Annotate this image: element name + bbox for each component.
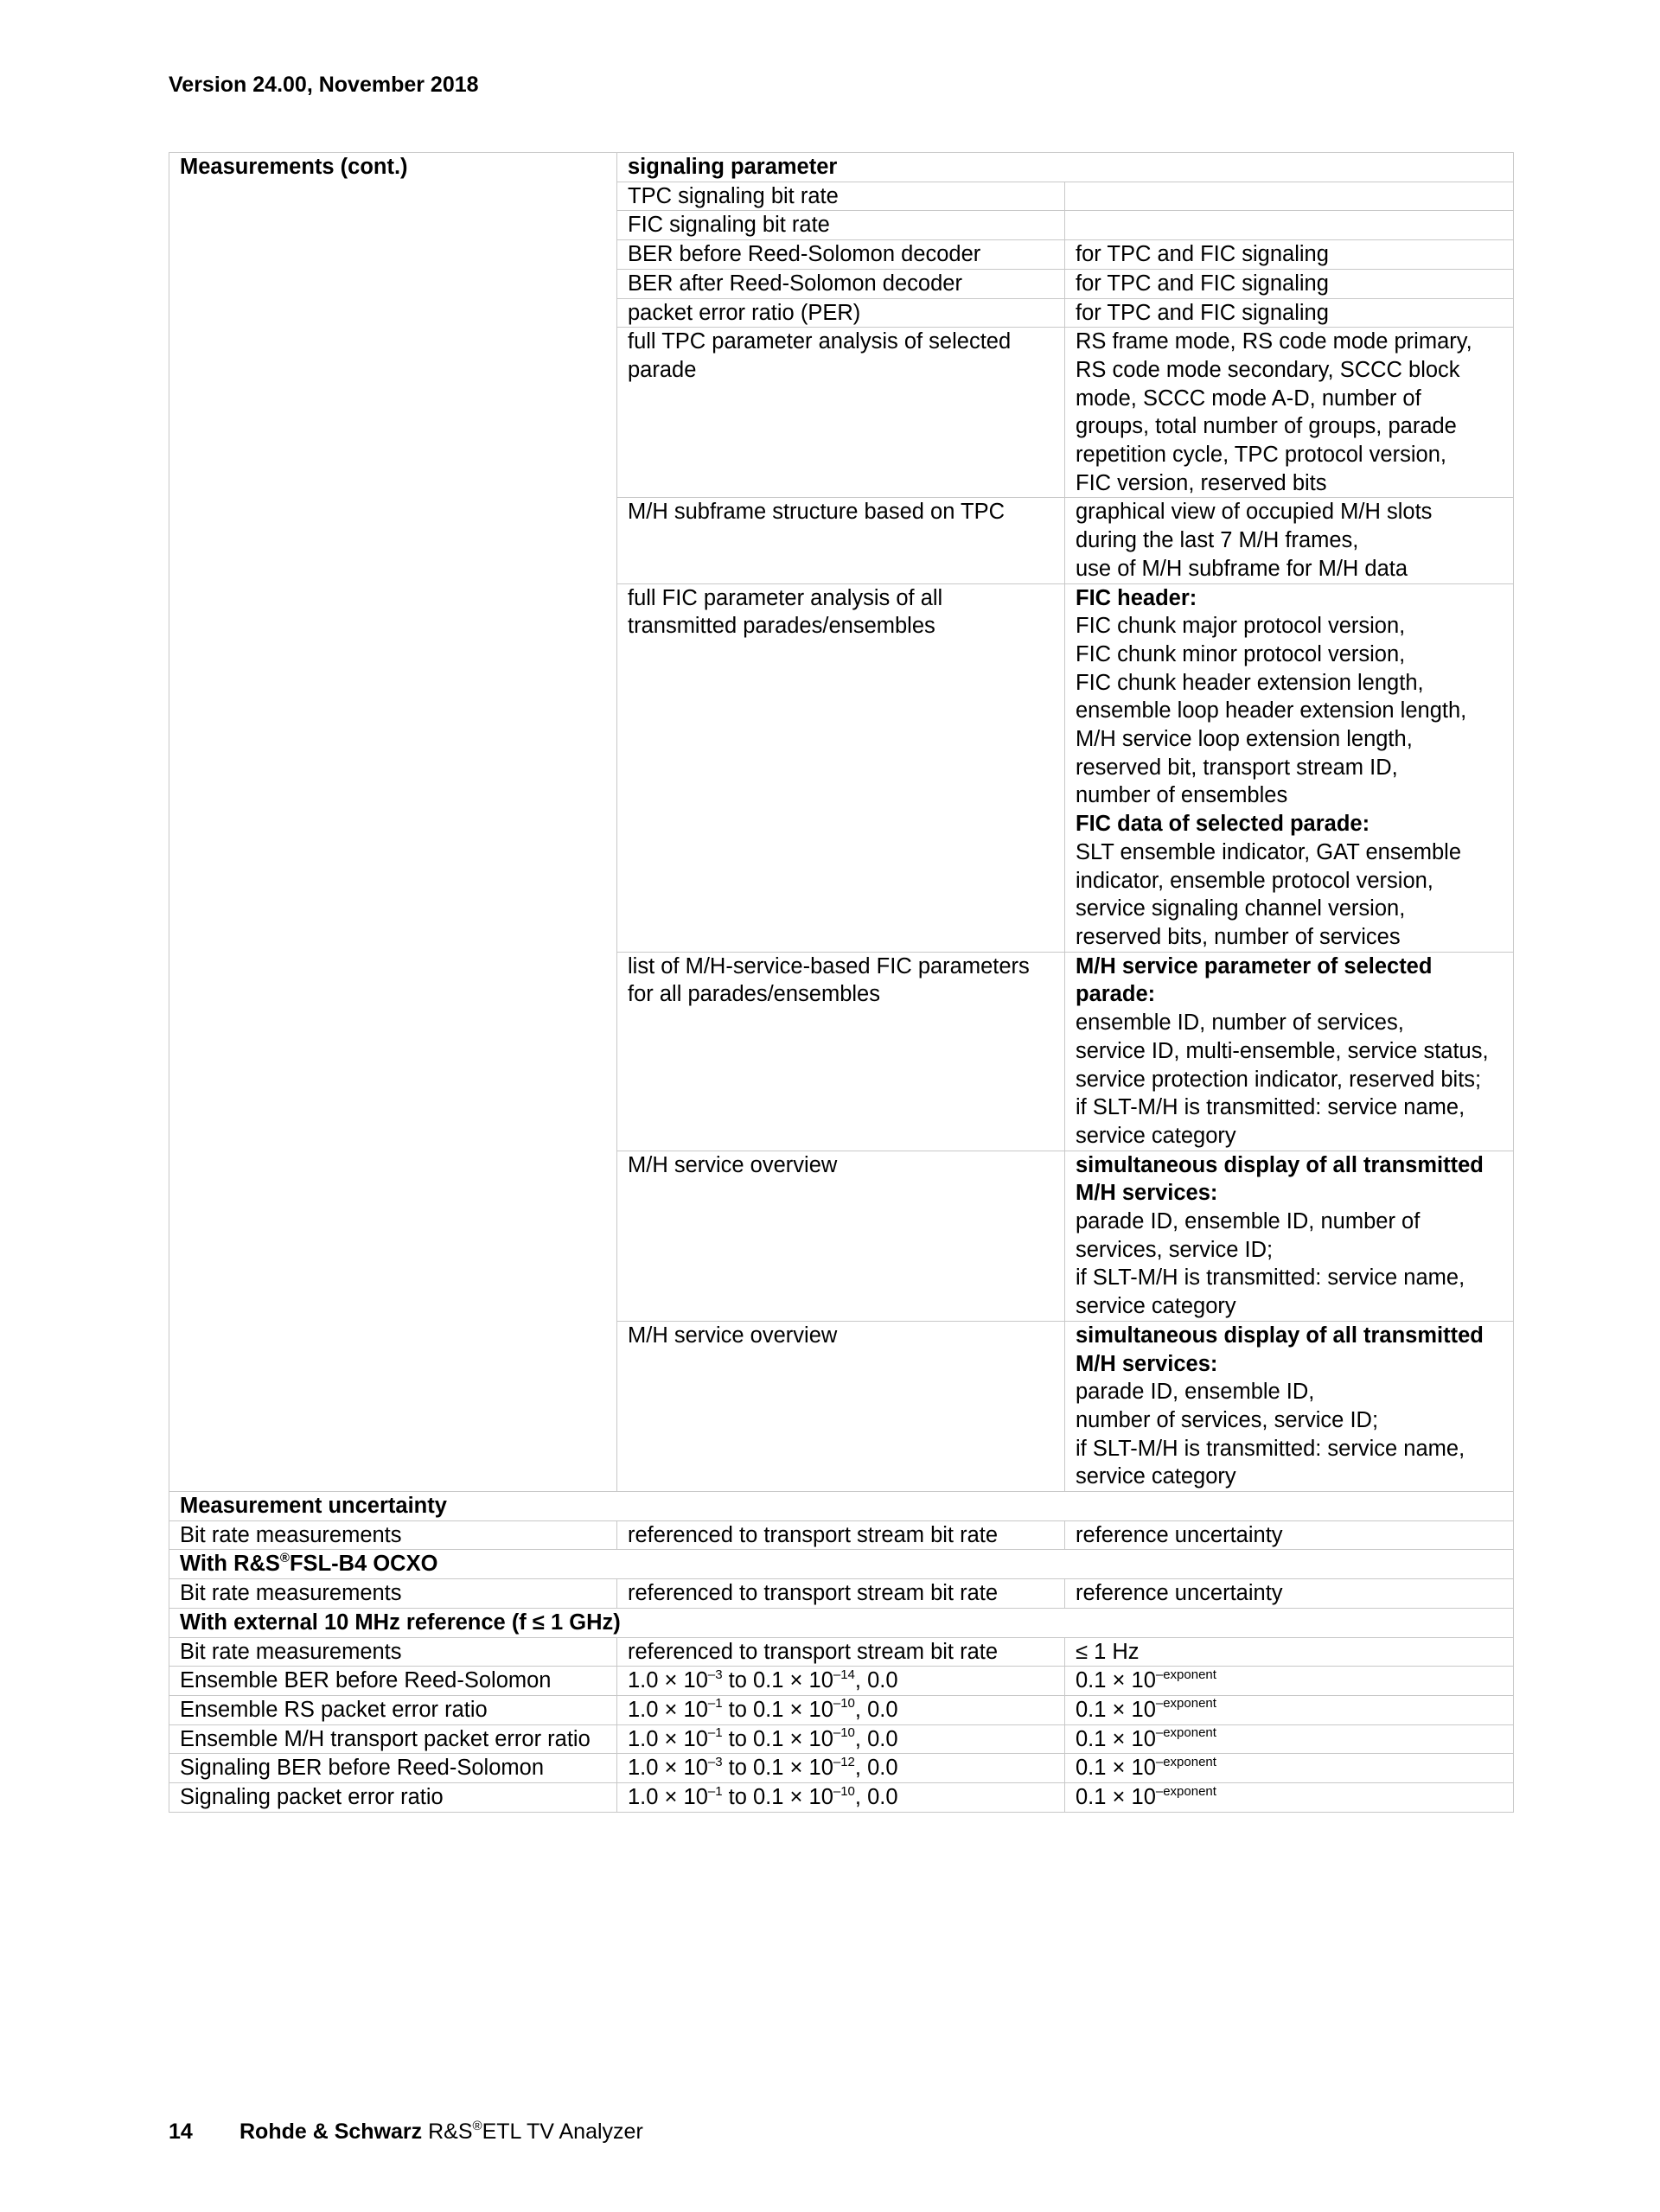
parameter-line: for all parades/ensembles [628,982,880,1007]
range-value: $1.0 \times 10^{-1}$ to $0.1 \times 10^{-10}$, 0.0 [617,1724,1065,1754]
spec-table-body [169,153,1514,1813]
parameter-cell [617,328,1065,498]
description-line: ensemble ID, number of services, [1076,1010,1404,1036]
description-line: use of M/H subframe for M/H data [1076,556,1408,581]
range-value: $1.0 \times 10^{-1}$ to $0.1 \times 10^{-10}$, 0.0 [617,1783,1065,1813]
uncertainty-row [169,1579,1514,1609]
group-heading: signaling parameter [617,153,1514,182]
description-line: during the last 7 M/H frames, [1076,528,1359,553]
parameter-cell [617,182,1065,211]
description-line: reserved bits, number of services [1076,924,1401,949]
description-line: if SLT-M/H is transmitted: service name, [1076,1436,1465,1461]
description-line: reserved bit, transport stream ID, [1076,755,1398,780]
uncertainty-value: reference uncertainty [1065,1579,1514,1609]
description-line: number of services, service ID; [1076,1407,1379,1432]
parameter-line: TPC signaling bit rate [628,183,839,208]
parameter-line: BER after Reed-Solomon decoder [628,271,962,296]
description-line: if SLT-M/H is transmitted: service name, [1076,1265,1465,1291]
description-cell [1065,211,1514,240]
parameter-line: transmitted parades/ensembles [628,614,935,639]
resolution-value: $0.1 \times 10^{-exponent}$ [1065,1667,1514,1696]
page-footer [169,2120,643,2145]
description-line: service category [1076,1464,1236,1489]
description-line: parade ID, ensemble ID, [1076,1380,1315,1405]
resolution-value: $0.1 \times 10^{-exponent}$ [1065,1754,1514,1783]
uncertainty-row [169,1520,1514,1550]
description-line: service protection indicator, reserved bits; [1076,1067,1482,1092]
description-line: parade ID, ensemble ID, number of [1076,1209,1421,1234]
resolution-value: $0.1 \times 10^{-exponent}$ [1065,1695,1514,1724]
parameter-cell [617,269,1065,298]
description-line: M/H service loop extension length, [1076,727,1413,752]
description-cell [1065,298,1514,328]
description-heading: M/H service parameter of selected [1076,953,1433,979]
parameter-line: BER before Reed-Solomon decoder [628,242,981,267]
description-cell [1065,952,1514,1151]
range-value: $1.0 \times 10^{-1}$ to $0.1 \times 10^{-10}$, 0.0 [617,1695,1065,1724]
description-cell [1065,182,1514,211]
description-line: service category [1076,1294,1236,1319]
description-heading: FIC header: [1076,585,1197,610]
description-line: service category [1076,1123,1236,1148]
description-line: groups, total number of groups, parade [1076,414,1457,439]
uncertainty-value: reference uncertainty [1065,1520,1514,1550]
description-line: FIC chunk major protocol version, [1076,614,1406,639]
measurements-heading-row [169,153,1514,182]
description-line: FIC chunk header extension length, [1076,670,1424,695]
description-line: mode, SCCC mode A-D, number of [1076,386,1421,411]
external-reference-heading-row [169,1608,1514,1637]
range-row [169,1783,1514,1813]
parameter-line: parade [628,357,697,382]
spec-table [169,152,1514,1813]
parameter-cell [617,952,1065,1151]
description-line: service signaling channel version, [1076,896,1406,921]
description-cell [1065,1321,1514,1491]
uncertainty-reference: referenced to transport stream bit rate [617,1520,1065,1550]
parameter-cell [617,240,1065,270]
resolution-value: $0.1 \times 10^{-exponent}$ [1065,1724,1514,1754]
description-line: repetition cycle, TPC protocol version, [1076,443,1446,468]
parameter-line: packet error ratio (PER) [628,300,861,325]
company-name: Rohde & Schwarz [239,2120,423,2144]
parameter-cell [617,1151,1065,1321]
uncertainty-reference: referenced to transport stream bit rate [617,1637,1065,1667]
description-cell [1065,269,1514,298]
description-cell [1065,583,1514,952]
range-label: Ensemble RS packet error ratio [169,1695,617,1724]
parameter-cell [617,498,1065,583]
external-reference-heading: With external 10 MHz reference (f ≤ 1 GHz) [169,1608,1514,1637]
description-line: indicator, ensemble protocol version, [1076,868,1433,893]
range-row [169,1667,1514,1696]
section-label: Measurements (cont.) [169,153,617,1492]
description-line: SLT ensemble indicator, GAT ensemble [1076,839,1462,864]
parameter-cell [617,1321,1065,1491]
range-label: Signaling BER before Reed-Solomon [169,1754,617,1783]
description-line: graphical view of occupied M/H slots [1076,500,1433,525]
range-label: Ensemble M/H transport packet error ratio [169,1724,617,1754]
description-cell [1065,240,1514,270]
description-heading: simultaneous display of all transmitted [1076,1152,1484,1177]
description-line: ensemble loop header extension length, [1076,698,1467,724]
parameter-cell [617,298,1065,328]
description-line: number of ensembles [1076,783,1288,808]
range-label: Signaling packet error ratio [169,1783,617,1813]
uncertainty-heading-row [169,1492,1514,1521]
uncertainty-label: Bit rate measurements [169,1520,617,1550]
parameter-line: list of M/H-service-based FIC parameters [628,953,1030,979]
range-row [169,1724,1514,1754]
description-line: FIC version, reserved bits [1076,470,1327,495]
uncertainty-reference: referenced to transport stream bit rate [617,1579,1065,1609]
description-heading: FIC data of selected parade: [1076,812,1370,837]
range-row [169,1754,1514,1783]
parameter-line: M/H service overview [628,1323,838,1348]
description-heading: M/H services: [1076,1351,1218,1376]
description-line: for TPC and FIC signaling [1076,300,1329,325]
parameter-line: full FIC parameter analysis of all [628,585,943,610]
description-line: service ID, multi-ensemble, service status, [1076,1038,1489,1063]
resolution-value: $0.1 \times 10^{-exponent}$ [1065,1783,1514,1813]
description-cell [1065,328,1514,498]
description-heading: parade: [1076,982,1156,1007]
description-line: RS frame mode, RS code mode primary, [1076,329,1472,354]
range-row [169,1695,1514,1724]
parameter-line: FIC signaling bit rate [628,213,830,238]
range-label: Ensemble BER before Reed-Solomon [169,1667,617,1696]
range-value: $1.0 \times 10^{-3}$ to $0.1 \times 10^{-14}$, 0.0 [617,1667,1065,1696]
uncertainty-label: Bit rate measurements [169,1579,617,1609]
uncertainty-heading: Measurement uncertainty [169,1492,1514,1521]
description-line: if SLT-M/H is transmitted: service name, [1076,1095,1465,1120]
parameter-line: full TPC parameter analysis of selected [628,329,1012,354]
uncertainty-value: ≤ 1 Hz [1065,1637,1514,1667]
description-heading: M/H services: [1076,1181,1218,1206]
description-line: FIC chunk minor protocol version, [1076,641,1406,666]
uncertainty-label: Bit rate measurements [169,1637,617,1667]
parameter-cell [617,583,1065,952]
description-line: for TPC and FIC signaling [1076,242,1329,267]
description-line: services, service ID; [1076,1237,1274,1262]
description-heading: simultaneous display of all transmitted [1076,1323,1484,1348]
range-value: $1.0 \times 10^{-3}$ to $0.1 \times 10^{-12}$, 0.0 [617,1754,1065,1783]
parameter-line: M/H subframe structure based on TPC [628,500,1006,525]
parameter-line: M/H service overview [628,1152,838,1177]
parameter-cell [617,211,1065,240]
description-line: RS code mode secondary, SCCC block [1076,357,1460,382]
description-line: for TPC and FIC signaling [1076,271,1329,296]
ocxo-heading-row [169,1550,1514,1579]
product-name: R&S®ETL TV Analyzer [422,2118,643,2144]
ocxo-heading: With R&S®FSL-B4 OCXO [169,1550,1514,1579]
description-cell [1065,498,1514,583]
page-number: 14 [169,2120,193,2144]
version-header: Version 24.00, November 2018 [169,73,479,97]
description-cell [1065,1151,1514,1321]
uncertainty-row [169,1637,1514,1667]
